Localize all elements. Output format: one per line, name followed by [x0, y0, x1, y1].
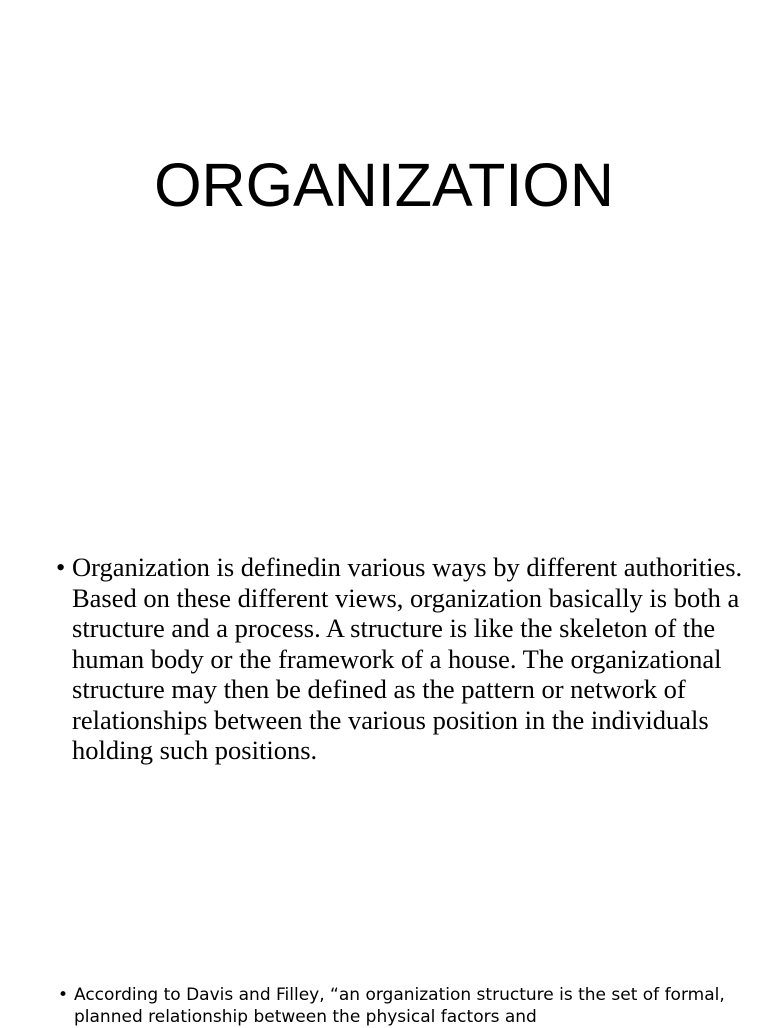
- bullet-item-definition: [56, 552, 746, 766]
- title-slide: [0, 0, 768, 512]
- slide-title: ORGANIZATION: [154, 151, 614, 219]
- bullet-text: According to Davis and Filley, “an organization structure is the set of formal, planned relationship between the physical factors and: [74, 985, 725, 1027]
- bullet-icon: •: [58, 985, 69, 1005]
- bullet-item-davis-filley: [58, 984, 748, 1028]
- bullet-icon: •: [56, 552, 66, 582]
- content-slide: [0, 512, 768, 1027]
- bullet-text: Organization is definedin various ways by different authorities. Based on these different views, organization basically is both a structure and a process. A structure is like the skeleton of the human body or the framework of a house. The organizational structure may then be defined as the pattern or network of relationships between the various position in the individuals holding such positions.: [72, 552, 743, 765]
